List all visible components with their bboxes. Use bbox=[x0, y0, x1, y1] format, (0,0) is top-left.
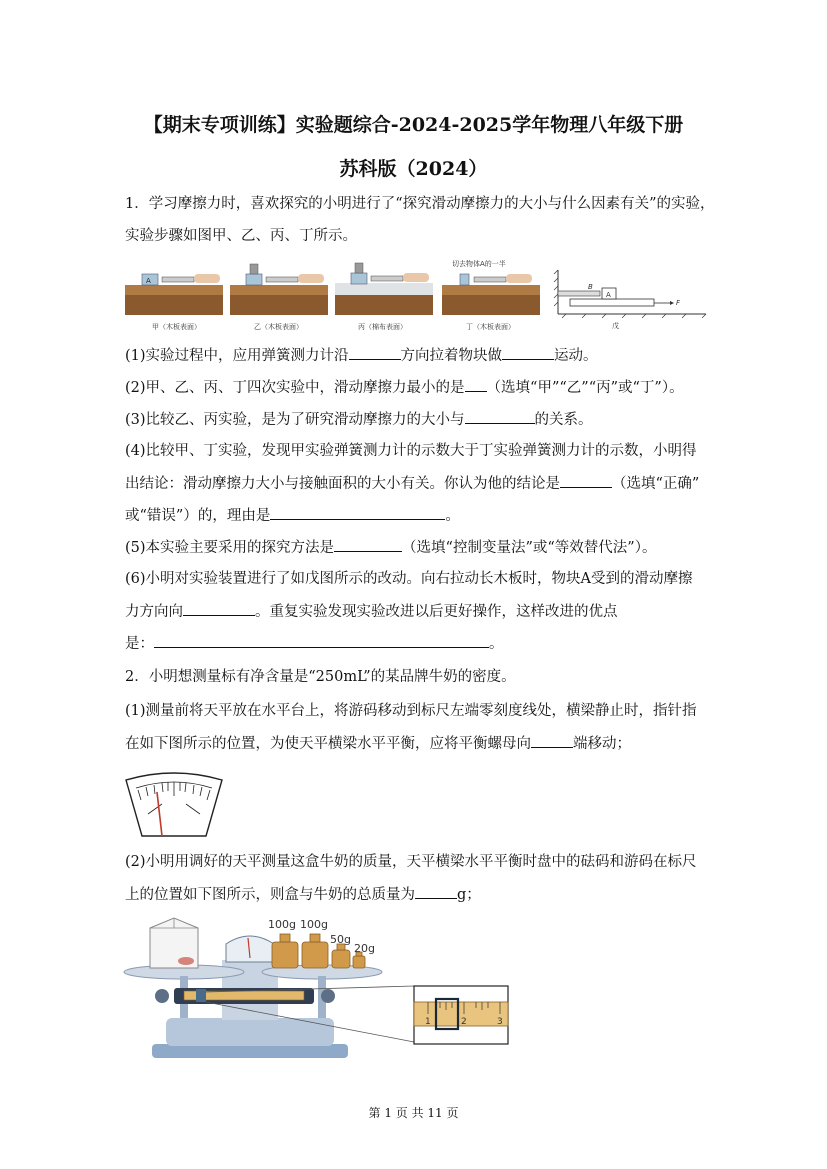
q2-stem bbox=[125, 667, 516, 687]
q2-part1-line2 bbox=[125, 733, 631, 754]
q1-stem-line2 bbox=[125, 226, 357, 246]
q2-part1-line1 bbox=[125, 701, 697, 721]
answer-blank[interactable] bbox=[531, 733, 573, 748]
q1-part1-a: (1)实验过程中，应用弹簧测力计沿 bbox=[125, 348, 349, 364]
page-title-line2: 苏科版（2024） bbox=[339, 158, 488, 180]
answer-blank[interactable] bbox=[502, 345, 554, 360]
balance-scale-figure bbox=[122, 914, 512, 1064]
q1-part4-b1: 出结论：滑动摩擦力大小与接触面积的大小有关。你认为他的结论是 bbox=[125, 476, 560, 492]
panel-wu bbox=[554, 270, 706, 330]
caption-wu: 戊 bbox=[612, 322, 619, 330]
answer-blank[interactable] bbox=[560, 473, 612, 488]
q1-part1-c: 运动。 bbox=[554, 348, 598, 364]
caption-bing: 丙（棉布表面） bbox=[358, 323, 407, 331]
q2-part1-a: (1)测量前将天平放在水平台上，将游码移动到标尺左端零刻度线处，横梁静止时，指针指 bbox=[125, 703, 697, 719]
q1-stem-a: 1．学习摩擦力时，喜欢探究的小明进行了“探究滑动摩擦力的大小与什么因素有关”的实验， bbox=[125, 196, 715, 212]
scale-tick-2: 2 bbox=[461, 1017, 467, 1027]
block-label: A bbox=[146, 277, 151, 285]
q1-part6-a: (6)小明对实验装置进行了如戊图所示的改动。向右拉动长木板时，物块A受到的滑动摩擦 bbox=[125, 571, 693, 587]
q1-part6-line1 bbox=[125, 569, 693, 589]
panel-yi bbox=[230, 264, 328, 331]
q1-part6-c1: 是： bbox=[125, 636, 154, 652]
q1-part4-line3 bbox=[125, 505, 460, 526]
answer-blank[interactable] bbox=[349, 345, 401, 360]
page-footer: 第 1 页 共 11 页 bbox=[368, 1106, 459, 1120]
caption-yi: 乙（木板表面） bbox=[254, 323, 303, 331]
q1-part6-line2 bbox=[125, 601, 618, 622]
q1-part1 bbox=[125, 345, 598, 366]
answer-blank[interactable] bbox=[270, 505, 445, 520]
q1-part3 bbox=[125, 409, 593, 430]
q1-part5 bbox=[125, 537, 656, 558]
block-a-label: A bbox=[606, 291, 611, 299]
answer-blank[interactable] bbox=[334, 537, 402, 552]
q2-part2-line1 bbox=[125, 852, 697, 872]
caption-jia: 甲（木板表面） bbox=[152, 323, 201, 331]
q1-part6-b1: 力方向向 bbox=[125, 604, 183, 620]
weight-label-1: 100g bbox=[268, 918, 296, 931]
q1-part2-b: （选填“甲”“乙”“丙”或“丁”）。 bbox=[486, 380, 684, 396]
q1-part6-line3 bbox=[125, 633, 504, 654]
q1-part3-b: 的关系。 bbox=[534, 412, 593, 428]
q1-part4-c1: 或“错误”）的，理由是 bbox=[125, 508, 271, 524]
q1-part4-a: (4)比较甲、丁实验，发现甲实验弹簧测力计的示数大于丁实验弹簧测力计的示数，小明得 bbox=[125, 443, 697, 459]
caption-ding: 丁（木板表面） bbox=[466, 323, 515, 331]
f-label: F bbox=[676, 299, 681, 307]
q1-stem-line1 bbox=[125, 194, 715, 214]
answer-blank[interactable] bbox=[465, 377, 487, 392]
scale-tick-1: 1 bbox=[425, 1017, 431, 1027]
q1-part4-line2 bbox=[125, 473, 699, 494]
panel-ding bbox=[442, 259, 540, 331]
q1-part5-b: （选填“控制变量法”或“等效替代法”）。 bbox=[402, 540, 657, 556]
balance-pointer-figure bbox=[124, 770, 224, 840]
q1-part2 bbox=[125, 377, 684, 398]
q1-part4-b2: （选填“正确” bbox=[612, 476, 700, 492]
weight-label-2: 100g bbox=[300, 918, 328, 931]
rider-scale-zoom bbox=[414, 986, 508, 1044]
weight-label-3: 50g bbox=[330, 933, 351, 946]
q1-part2-a: (2)甲、乙、丙、丁四次实验中，滑动摩擦力最小的是 bbox=[125, 380, 465, 396]
q2-part2-b1: 上的位置如下图所示，则盒与牛奶的总质量为 bbox=[125, 887, 415, 903]
answer-blank[interactable] bbox=[465, 409, 535, 424]
q1-part4-c2: 。 bbox=[445, 508, 460, 524]
q2-stem-text: 2．小明想测量标有净含量是“250mL”的某品牌牛奶的密度。 bbox=[125, 669, 516, 685]
q2-part2-a: (2)小明用调好的天平测量这盒牛奶的质量，天平横梁水平平衡时盘中的砝码和游码在标尺 bbox=[125, 854, 697, 870]
answer-blank[interactable] bbox=[415, 884, 457, 899]
q2-part2-b2: g； bbox=[457, 887, 481, 903]
page-title-line1: 【期末专项训练】实验题综合-2024-2025学年物理八年级下册 bbox=[143, 114, 684, 136]
q1-part5-a: (5)本实验主要采用的探究方法是 bbox=[125, 540, 335, 556]
answer-blank[interactable] bbox=[154, 633, 489, 648]
panel-jia bbox=[125, 274, 223, 331]
cut-label: 切去物体A的一半 bbox=[452, 260, 506, 268]
q1-part4-line1 bbox=[125, 441, 697, 461]
weight-label-4: 20g bbox=[354, 942, 375, 955]
q1-part1-b: 方向拉着物块做 bbox=[400, 348, 503, 364]
q1-stem-b: 实验步骤如图甲、乙、丙、丁所示。 bbox=[125, 228, 357, 244]
q2-part2-line2 bbox=[125, 884, 481, 905]
scale-tick-3: 3 bbox=[497, 1017, 503, 1027]
q1-part6-c2: 。 bbox=[489, 636, 504, 652]
q1-part6-b2: 。重复实验发现实验改进以后更好操作，这样改进的优点 bbox=[255, 604, 618, 620]
b-label: B bbox=[588, 283, 593, 291]
answer-blank[interactable] bbox=[183, 601, 255, 616]
panel-bing bbox=[335, 263, 433, 331]
q1-part3-a: (3)比较乙、丙实验，是为了研究滑动摩擦力的大小与 bbox=[125, 412, 465, 428]
weights bbox=[268, 918, 375, 968]
friction-experiment-figure bbox=[122, 258, 708, 336]
q2-part1-b2: 端移动； bbox=[573, 736, 631, 752]
q2-part1-b1: 在如下图所示的位置，为使天平横梁水平平衡，应将平衡螺母向 bbox=[125, 736, 531, 752]
